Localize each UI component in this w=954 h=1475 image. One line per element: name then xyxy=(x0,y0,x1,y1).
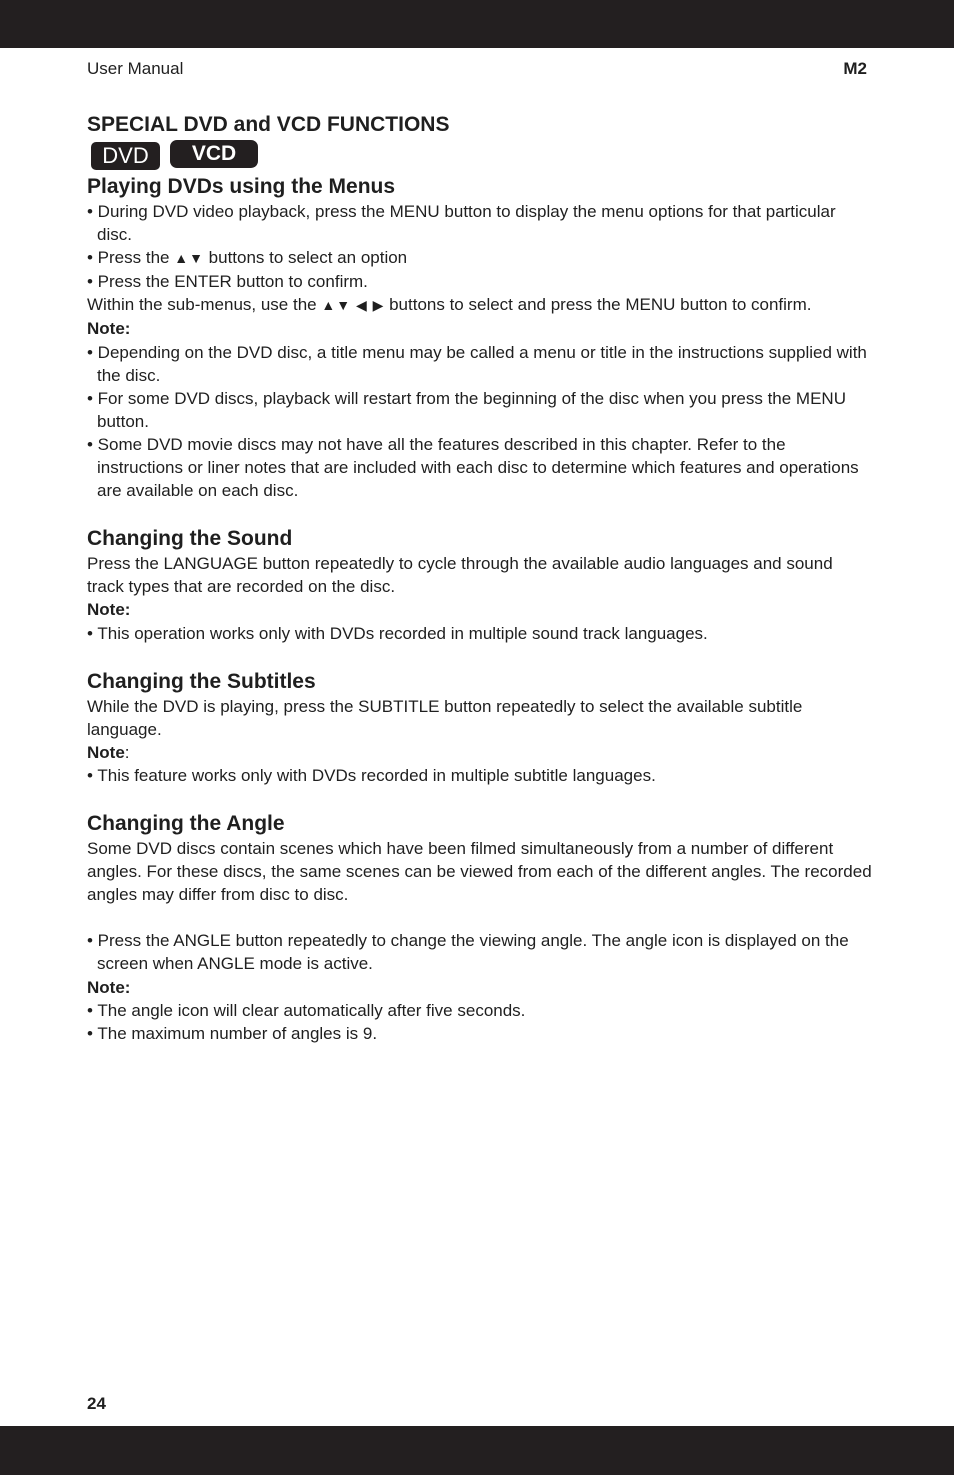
subtitles-note-line xyxy=(87,741,872,764)
angle-bullet: • Press the ANGLE button repeatedly to change the viewing angle. The angle icon is displayed on the screen when ANGLE mode is active. xyxy=(87,931,849,974)
angle-note-label: Note: xyxy=(87,977,131,997)
playing-menus-section xyxy=(87,174,872,502)
subtitles-body: While the DVD is playing, press the SUBTITLE button repeatedly to select the available subtitle language. xyxy=(87,696,803,739)
subtitles-note-colon: : xyxy=(124,742,130,762)
sound-note-label: Note: xyxy=(87,600,131,620)
submenu-text-pre: Within the sub-menus, use the xyxy=(87,295,322,315)
angle-note-1: • The angle icon will clear automatically after five seconds. xyxy=(87,1000,526,1020)
menu-bullet-3: • Press the ENTER button to confirm. xyxy=(87,272,368,292)
page-number: 24 xyxy=(87,1394,106,1413)
angle-note-2: • The maximum number of angles is 9. xyxy=(87,1023,378,1043)
bottom-bar xyxy=(0,1426,954,1475)
menus-note-3: • Some DVD movie discs may not have all the features described in this chapter. Refer to the instructions or liner notes that are included with each disc to determine which features and operations are available on each disc. xyxy=(87,434,859,501)
sound-body: Press the LANGUAGE button repeatedly to cycle through the available audio languages and sound track types that are recorded on the disc. xyxy=(87,554,833,597)
subtitles-heading: Changing the Subtitles xyxy=(87,669,316,693)
up-down-arrows-icon: ▲▼ xyxy=(174,250,204,267)
top-bar xyxy=(0,0,954,48)
submenu-text xyxy=(87,293,872,317)
subtitles-note-label: Note xyxy=(87,742,125,762)
section-title: SPECIAL DVD and VCD FUNCTIONS xyxy=(87,113,450,136)
menu-bullet-2-post: buttons to select an option xyxy=(203,248,408,268)
format-badges xyxy=(91,140,872,170)
menu-bullet-2-pre: • Press the xyxy=(87,248,175,268)
sound-section xyxy=(87,526,872,644)
manual-label: User Manual xyxy=(87,59,184,78)
menus-note-1: • Depending on the DVD disc, a title menu may be called a menu or title in the instructions supplied with the disc. xyxy=(87,342,867,385)
sound-note: • This operation works only with DVDs recorded in multiple sound track languages. xyxy=(87,623,708,643)
subtitles-note: • This feature works only with DVDs recorded in multiple subtitle languages. xyxy=(87,765,656,785)
menus-note-2: • For some DVD discs, playback will restart from the beginning of the disc when you press the MENU button. xyxy=(87,388,846,431)
playing-menus-heading: Playing DVDs using the Menus xyxy=(87,175,396,198)
blank-line xyxy=(87,906,872,929)
subtitles-section xyxy=(87,669,872,787)
angle-heading: Changing the Angle xyxy=(87,811,285,835)
dvd-badge: DVD xyxy=(91,142,160,170)
angle-body: Some DVD discs contain scenes which have been filmed simultaneously from a number of different angles. For these discs, the same scenes can be viewed from each of the different angles. The recorded angles may differ from disc to disc. xyxy=(87,838,872,905)
model-label: M2 xyxy=(843,59,867,78)
sound-heading: Changing the Sound xyxy=(87,527,293,551)
direction-arrows-icon: ▲▼ ◀ ▶ xyxy=(321,297,385,314)
menu-bullet-1: • During DVD video playback, press the MENU button to display the menu options for that particular disc. xyxy=(87,202,836,245)
menus-note-label: Note: xyxy=(87,319,131,339)
angle-section xyxy=(87,811,872,1045)
submenu-text-post: buttons to select and press the MENU button to confirm. xyxy=(384,295,812,315)
menu-bullet-2 xyxy=(87,246,872,270)
vcd-badge: VCD xyxy=(170,140,258,168)
page-content xyxy=(87,112,872,1045)
running-header xyxy=(87,58,867,80)
